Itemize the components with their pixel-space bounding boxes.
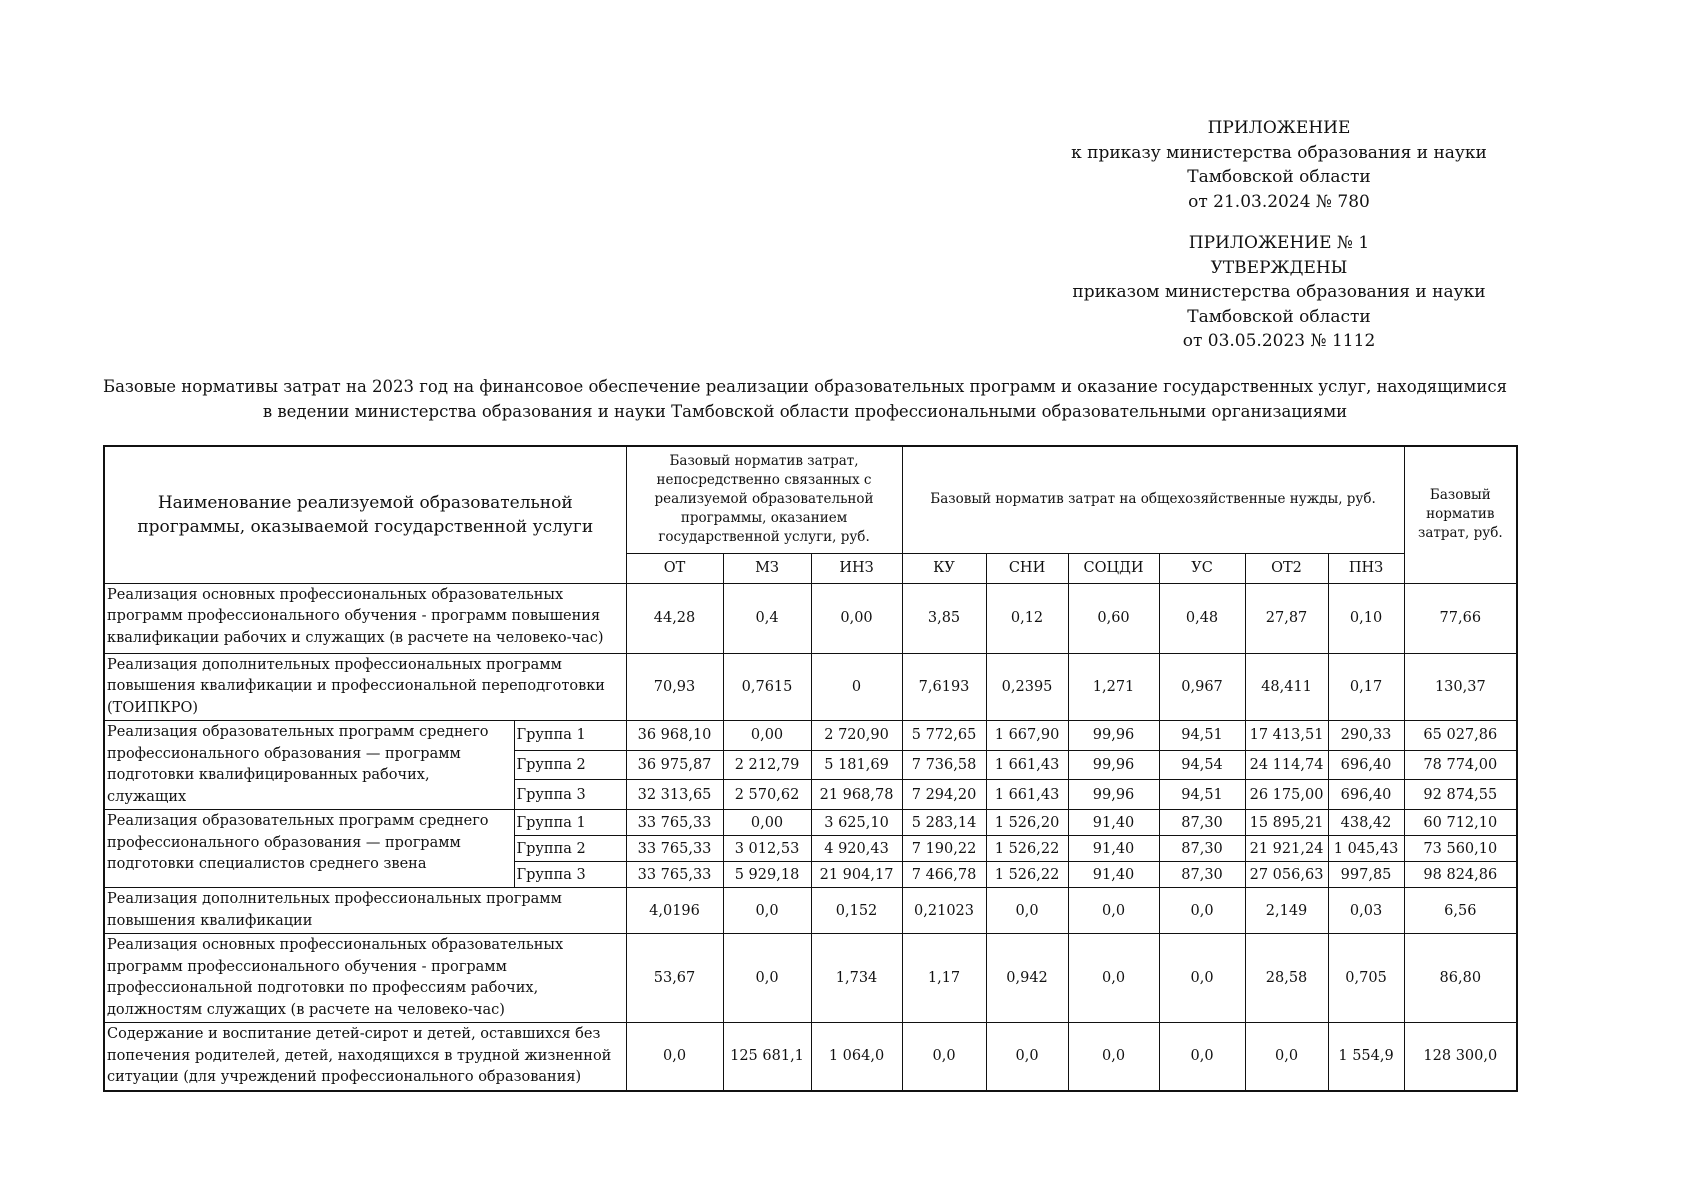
- row-label: Содержание и воспитание детей-сирот и детей, оставшихся без попечения родителей, детей, находящихся в трудной жизненной ситуации (для учреждений профессионального образования): [104, 1023, 626, 1091]
- value-cell: 5 772,65: [902, 721, 986, 751]
- value-cell: 0,705: [1328, 934, 1404, 1023]
- value-cell: 0,967: [1159, 653, 1245, 721]
- value-cell: 1 554,9: [1328, 1023, 1404, 1091]
- value-cell: 36 975,87: [626, 750, 723, 780]
- value-cell: 77,66: [1404, 583, 1517, 653]
- value-cell: 0,00: [723, 810, 811, 836]
- value-cell: 130,37: [1404, 653, 1517, 721]
- value-cell: 36 968,10: [626, 721, 723, 751]
- table-row: [104, 583, 1517, 653]
- value-cell: 33 765,33: [626, 862, 723, 888]
- col-header: МЗ: [723, 553, 811, 583]
- col-header: СОЦДИ: [1068, 553, 1159, 583]
- value-cell: 32 313,65: [626, 780, 723, 810]
- value-cell: 7 190,22: [902, 836, 986, 862]
- value-cell: 1 526,20: [986, 810, 1068, 836]
- value-cell: 53,67: [626, 934, 723, 1023]
- value-cell: 65 027,86: [1404, 721, 1517, 751]
- table-row: [104, 721, 1517, 751]
- value-cell: 0: [811, 653, 902, 721]
- value-cell: 15 895,21: [1245, 810, 1328, 836]
- group-label: Группа 1: [514, 810, 626, 836]
- value-cell: 997,85: [1328, 862, 1404, 888]
- value-cell: 27,87: [1245, 583, 1328, 653]
- col-header: ПНЗ: [1328, 553, 1404, 583]
- value-cell: 1 526,22: [986, 862, 1068, 888]
- value-cell: 1 667,90: [986, 721, 1068, 751]
- header-name: Наименование реализуемой образовательной программы, оказываемой государственной услуги: [104, 446, 626, 583]
- appendix-region: Тамбовской области: [1187, 167, 1371, 187]
- value-cell: 0,0: [1159, 1023, 1245, 1091]
- group-label: Группа 2: [514, 750, 626, 780]
- value-cell: 28,58: [1245, 934, 1328, 1023]
- group-label: Группа 1: [514, 721, 626, 751]
- value-cell: 5 181,69: [811, 750, 902, 780]
- value-cell: 696,40: [1328, 780, 1404, 810]
- value-cell: 21 921,24: [1245, 836, 1328, 862]
- header-general-costs: Базовый норматив затрат на общехозяйственные нужды, руб.: [902, 446, 1404, 553]
- value-cell: 0,00: [811, 583, 902, 653]
- value-cell: 7 736,58: [902, 750, 986, 780]
- header-gap: [1069, 214, 1489, 231]
- value-cell: 0,0: [986, 888, 1068, 934]
- value-cell: 2 720,90: [811, 721, 902, 751]
- value-cell: 0,60: [1068, 583, 1159, 653]
- value-cell: 290,33: [1328, 721, 1404, 751]
- value-cell: 0,942: [986, 934, 1068, 1023]
- norms-table: [103, 445, 1518, 1092]
- value-cell: 0,00: [723, 721, 811, 751]
- value-cell: 1 064,0: [811, 1023, 902, 1091]
- value-cell: 87,30: [1159, 862, 1245, 888]
- value-cell: 44,28: [626, 583, 723, 653]
- value-cell: 33 765,33: [626, 810, 723, 836]
- value-cell: 0,0: [723, 934, 811, 1023]
- value-cell: 17 413,51: [1245, 721, 1328, 751]
- value-cell: 27 056,63: [1245, 862, 1328, 888]
- header-total: Базовый норматив затрат, руб.: [1404, 446, 1517, 583]
- value-cell: 86,80: [1404, 934, 1517, 1023]
- approval-header: [1069, 116, 1489, 354]
- value-cell: 1,17: [902, 934, 986, 1023]
- value-cell: 0,0: [1245, 1023, 1328, 1091]
- value-cell: 1 661,43: [986, 750, 1068, 780]
- value-cell: 48,411: [1245, 653, 1328, 721]
- value-cell: 94,51: [1159, 721, 1245, 751]
- value-cell: 0,7615: [723, 653, 811, 721]
- value-cell: 3,85: [902, 583, 986, 653]
- table-row: [104, 653, 1517, 721]
- header-row-1: [104, 446, 1517, 553]
- value-cell: 3 012,53: [723, 836, 811, 862]
- value-cell: 5 929,18: [723, 862, 811, 888]
- value-cell: 99,96: [1068, 780, 1159, 810]
- value-cell: 2,149: [1245, 888, 1328, 934]
- value-cell: 60 712,10: [1404, 810, 1517, 836]
- table-row: [104, 810, 1517, 836]
- row-label: Реализация дополнительных профессиональных программ повышения квалификации: [104, 888, 626, 934]
- col-header: ОТ2: [1245, 553, 1328, 583]
- value-cell: 0,21023: [902, 888, 986, 934]
- col-header: ОТ: [626, 553, 723, 583]
- row-label: Реализация образовательных программ среднего профессионального образования — программ подготовки специалистов среднего звена: [104, 810, 514, 888]
- value-cell: 4 920,43: [811, 836, 902, 862]
- value-cell: 0,0: [1159, 934, 1245, 1023]
- value-cell: 0,10: [1328, 583, 1404, 653]
- value-cell: 0,0: [1068, 888, 1159, 934]
- value-cell: 0,0: [1159, 888, 1245, 934]
- value-cell: 0,0: [723, 888, 811, 934]
- value-cell: 0,0: [986, 1023, 1068, 1091]
- col-header: УС: [1159, 553, 1245, 583]
- value-cell: 7 466,78: [902, 862, 986, 888]
- value-cell: 0,48: [1159, 583, 1245, 653]
- value-cell: 7 294,20: [902, 780, 986, 810]
- appendix-number: ПРИЛОЖЕНИЕ № 1: [1188, 233, 1370, 253]
- col-header: КУ: [902, 553, 986, 583]
- document-title: Базовые нормативы затрат на 2023 год на финансовое обеспечение реализации образовательных программ и оказание государственных услуг, находящимися в ведении министерства образования и науки Тамбовской области профессиональными образовательными организациями: [102, 377, 1508, 421]
- value-cell: 94,54: [1159, 750, 1245, 780]
- value-cell: 78 774,00: [1404, 750, 1517, 780]
- row-label: Реализация дополнительных профессиональных программ повышения квалификации и профессиональной переподготовки (ТОИПКРО): [104, 653, 626, 721]
- value-cell: 26 175,00: [1245, 780, 1328, 810]
- value-cell: 99,96: [1068, 750, 1159, 780]
- value-cell: 0,0: [1068, 1023, 1159, 1091]
- value-cell: 6,56: [1404, 888, 1517, 934]
- value-cell: 128 300,0: [1404, 1023, 1517, 1091]
- value-cell: 2 212,79: [723, 750, 811, 780]
- value-cell: 1,734: [811, 934, 902, 1023]
- value-cell: 92 874,55: [1404, 780, 1517, 810]
- value-cell: 125 681,1: [723, 1023, 811, 1091]
- value-cell: 87,30: [1159, 810, 1245, 836]
- group-label: Группа 3: [514, 862, 626, 888]
- value-cell: 3 625,10: [811, 810, 902, 836]
- value-cell: 33 765,33: [626, 836, 723, 862]
- approved-by-order: приказом министерства образования и науки: [1072, 282, 1486, 302]
- value-cell: 91,40: [1068, 810, 1159, 836]
- value-cell: 0,0: [626, 1023, 723, 1091]
- col-header: СНИ: [986, 553, 1068, 583]
- value-cell: 87,30: [1159, 836, 1245, 862]
- value-cell: 1,271: [1068, 653, 1159, 721]
- appendix-heading: ПРИЛОЖЕНИЕ: [1207, 118, 1351, 138]
- approved-label: УТВЕРЖДЕНЫ: [1210, 257, 1348, 278]
- value-cell: 94,51: [1159, 780, 1245, 810]
- value-cell: 1 045,43: [1328, 836, 1404, 862]
- value-cell: 0,2395: [986, 653, 1068, 721]
- header-direct-costs: Базовый норматив затрат, непосредственно связанных с реализуемой образовательной программы, оказанием государственной услуги, руб.: [626, 446, 902, 553]
- value-cell: 99,96: [1068, 721, 1159, 751]
- table-body: [104, 583, 1517, 1091]
- value-cell: 21 904,17: [811, 862, 902, 888]
- row-label: Реализация основных профессиональных образовательных программ профессионального обучения - программ профессиональной подготовки по профессиям рабочих, должностям служащих (в расчете на человеко-час): [104, 934, 626, 1023]
- value-cell: 1 526,22: [986, 836, 1068, 862]
- value-cell: 24 114,74: [1245, 750, 1328, 780]
- value-cell: 7,6193: [902, 653, 986, 721]
- col-header: ИНЗ: [811, 553, 902, 583]
- value-cell: 0,4: [723, 583, 811, 653]
- value-cell: 4,0196: [626, 888, 723, 934]
- value-cell: 0,03: [1328, 888, 1404, 934]
- value-cell: 70,93: [626, 653, 723, 721]
- value-cell: 5 283,14: [902, 810, 986, 836]
- value-cell: 0,12: [986, 583, 1068, 653]
- value-cell: 98 824,86: [1404, 862, 1517, 888]
- value-cell: 696,40: [1328, 750, 1404, 780]
- table-row: [104, 1023, 1517, 1091]
- group-label: Группа 2: [514, 836, 626, 862]
- value-cell: 1 661,43: [986, 780, 1068, 810]
- value-cell: 0,152: [811, 888, 902, 934]
- value-cell: 73 560,10: [1404, 836, 1517, 862]
- table-row: [104, 934, 1517, 1023]
- approved-region: Тамбовской области: [1187, 306, 1371, 327]
- value-cell: 0,17: [1328, 653, 1404, 721]
- value-cell: 2 570,62: [723, 780, 811, 810]
- value-cell: 21 968,78: [811, 780, 902, 810]
- value-cell: 0,0: [902, 1023, 986, 1091]
- value-cell: 91,40: [1068, 862, 1159, 888]
- appendix-order-date: от 21.03.2024 № 780: [1188, 191, 1370, 212]
- approved-order-date: от 03.05.2023 № 1112: [1182, 331, 1376, 351]
- row-label: Реализация основных профессиональных образовательных программ профессионального обучения - программ повышения квалификации рабочих и служащих (в расчете на человеко-час): [104, 583, 626, 653]
- appendix-to-order: к приказу министерства образования и науки: [1071, 142, 1487, 163]
- value-cell: 438,42: [1328, 810, 1404, 836]
- row-label: Реализация образовательных программ среднего профессионального образования — программ подготовки квалифицированных рабочих, служащих: [104, 721, 514, 810]
- value-cell: 0,0: [1068, 934, 1159, 1023]
- table-row: [104, 888, 1517, 934]
- group-label: Группа 3: [514, 780, 626, 810]
- value-cell: 91,40: [1068, 836, 1159, 862]
